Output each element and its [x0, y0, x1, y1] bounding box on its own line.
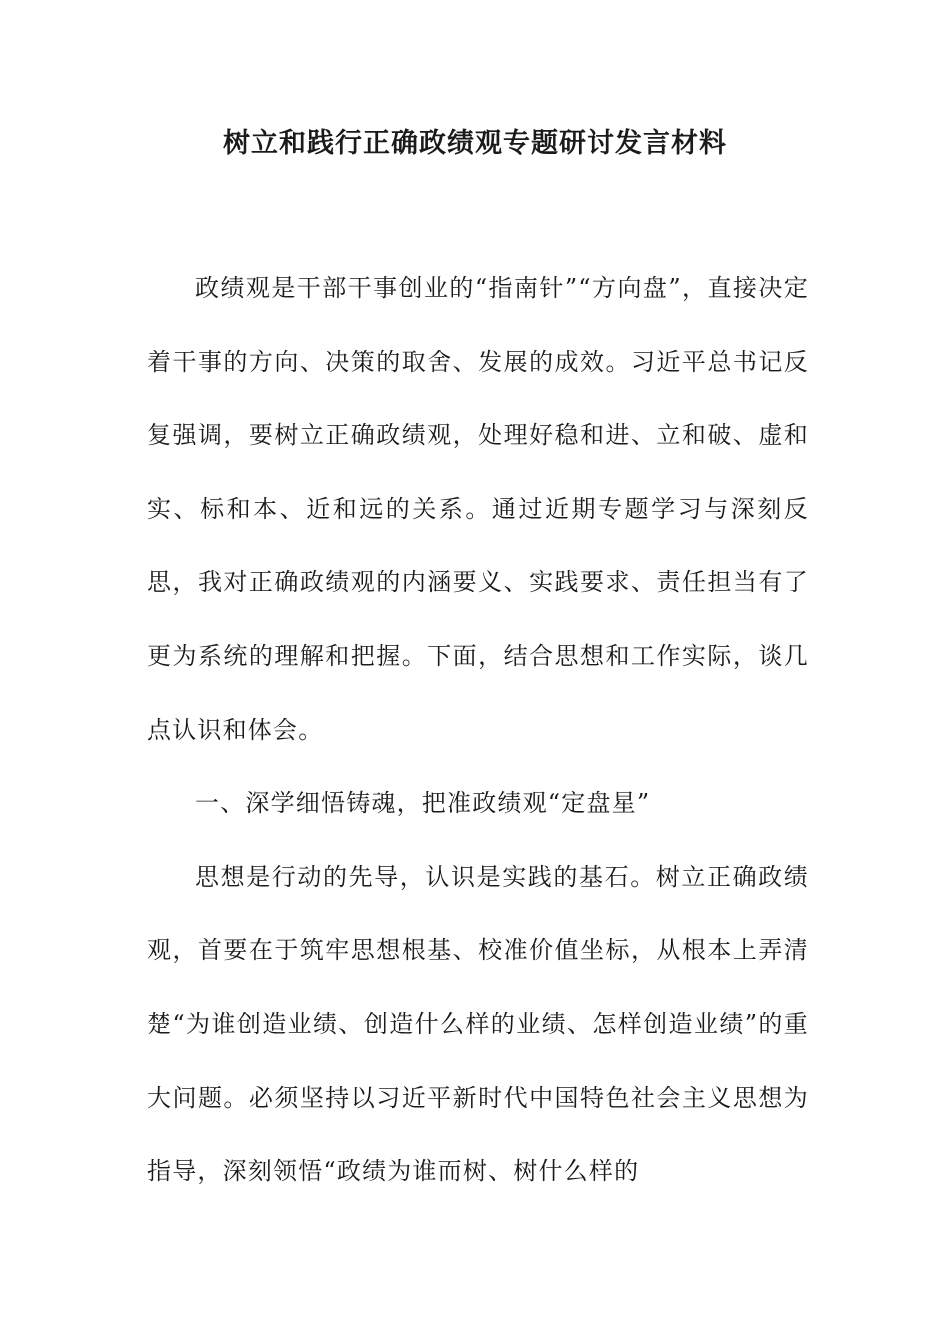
document-body — [147, 252, 809, 1209]
paragraph-intro: 政绩观是干部干事创业的“指南针”“方向盘”，直接决定着干事的方向、决策的取舍、发展的成效。习近平总书记反复强调，要树立正确政绩观，处理好稳和进、立和破、虚和实、标和本、近和远的关系。通过近期专题学习与深刻反思，我对正确政绩观的内涵要义、实践要求、责任担当有了更为系统的理解和把握。下面，结合思想和工作实际，谈几点认识和体会。 — [147, 274, 809, 744]
paragraph-section-1: 思想是行动的先导，认识是实践的基石。树立正确政绩观，首要在于筑牢思想根基、校准价值坐标，从根本上弄清楚“为谁创造业绩、创造什么样的业绩、怎样创造业绩”的重大问题。必须坚持以习近平新时代中国特色社会主义思想为指导，深刻领悟“政绩为谁而树、树什么样的 — [147, 862, 809, 1186]
section-heading-1: 一、深学细悟铸魂，把准政绩观“定盘星” — [195, 789, 651, 818]
document-title: 树立和践行正确政绩观专题研讨发言材料 — [223, 128, 727, 159]
